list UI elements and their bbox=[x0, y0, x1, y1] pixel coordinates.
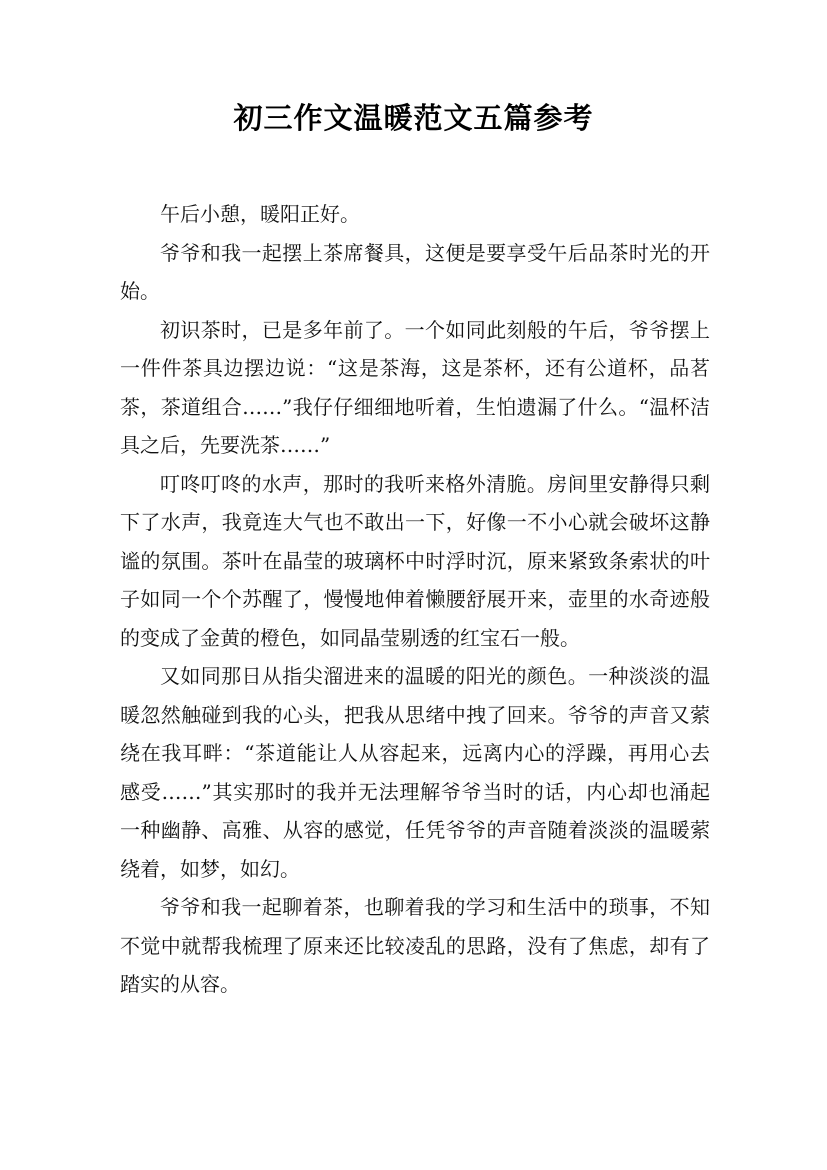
paragraph: 初识茶时，已是多年前了。一个如同此刻般的午后，爷爷摆上一件件茶具边摆边说：“这是茶海，这是茶杯，还有公道杯，品茗茶，茶道组合……”我仔仔细细地听着，生怕遗漏了什么。“温杯洁具之后，先要洗茶……” bbox=[120, 317, 710, 457]
document-body bbox=[120, 195, 710, 1004]
paragraph: 叮咚叮咚的水声，那时的我听来格外清脆。房间里安静得只剩下了水声，我竟连大气也不敢出一下，好像一不小心就会破坏这静谧的氛围。茶叶在晶莹的玻璃杯中时浮时沉，原来紧致条索状的叶子如同一个个苏醒了，慢慢地伸着懒腰舒展开来，壶里的水奇迹般的变成了金黄的橙色，如同晶莹剔透的红宝石一般。 bbox=[120, 471, 710, 650]
paragraph: 又如同那日从指尖溜进来的温暖的阳光的颜色。一种淡淡的温暖忽然触碰到我的心头，把我从思绪中拽了回来。爷爷的声音又萦绕在我耳畔：“茶道能让人从容起来，远离内心的浮躁，再用心去感受……”其实那时的我并无法理解爷爷当时的话，内心却也涌起一种幽静、高雅、从容的感觉，任凭爷爷的声音随着淡淡的温暖萦绕着，如梦，如幻。 bbox=[120, 664, 710, 881]
paragraph: 爷爷和我一起摆上茶席餐具，这便是要享受午后品茶时光的开始。 bbox=[120, 240, 710, 303]
paragraph: 午后小憩，暖阳正好。 bbox=[160, 202, 360, 226]
paragraph: 爷爷和我一起聊着茶，也聊着我的学习和生活中的琐事，不知不觉中就帮我梳理了原来还比较凌乱的思路，没有了焦虑，却有了踏实的从容。 bbox=[120, 895, 710, 996]
document-title: 初三作文温暖范文五篇参考 bbox=[233, 101, 594, 135]
